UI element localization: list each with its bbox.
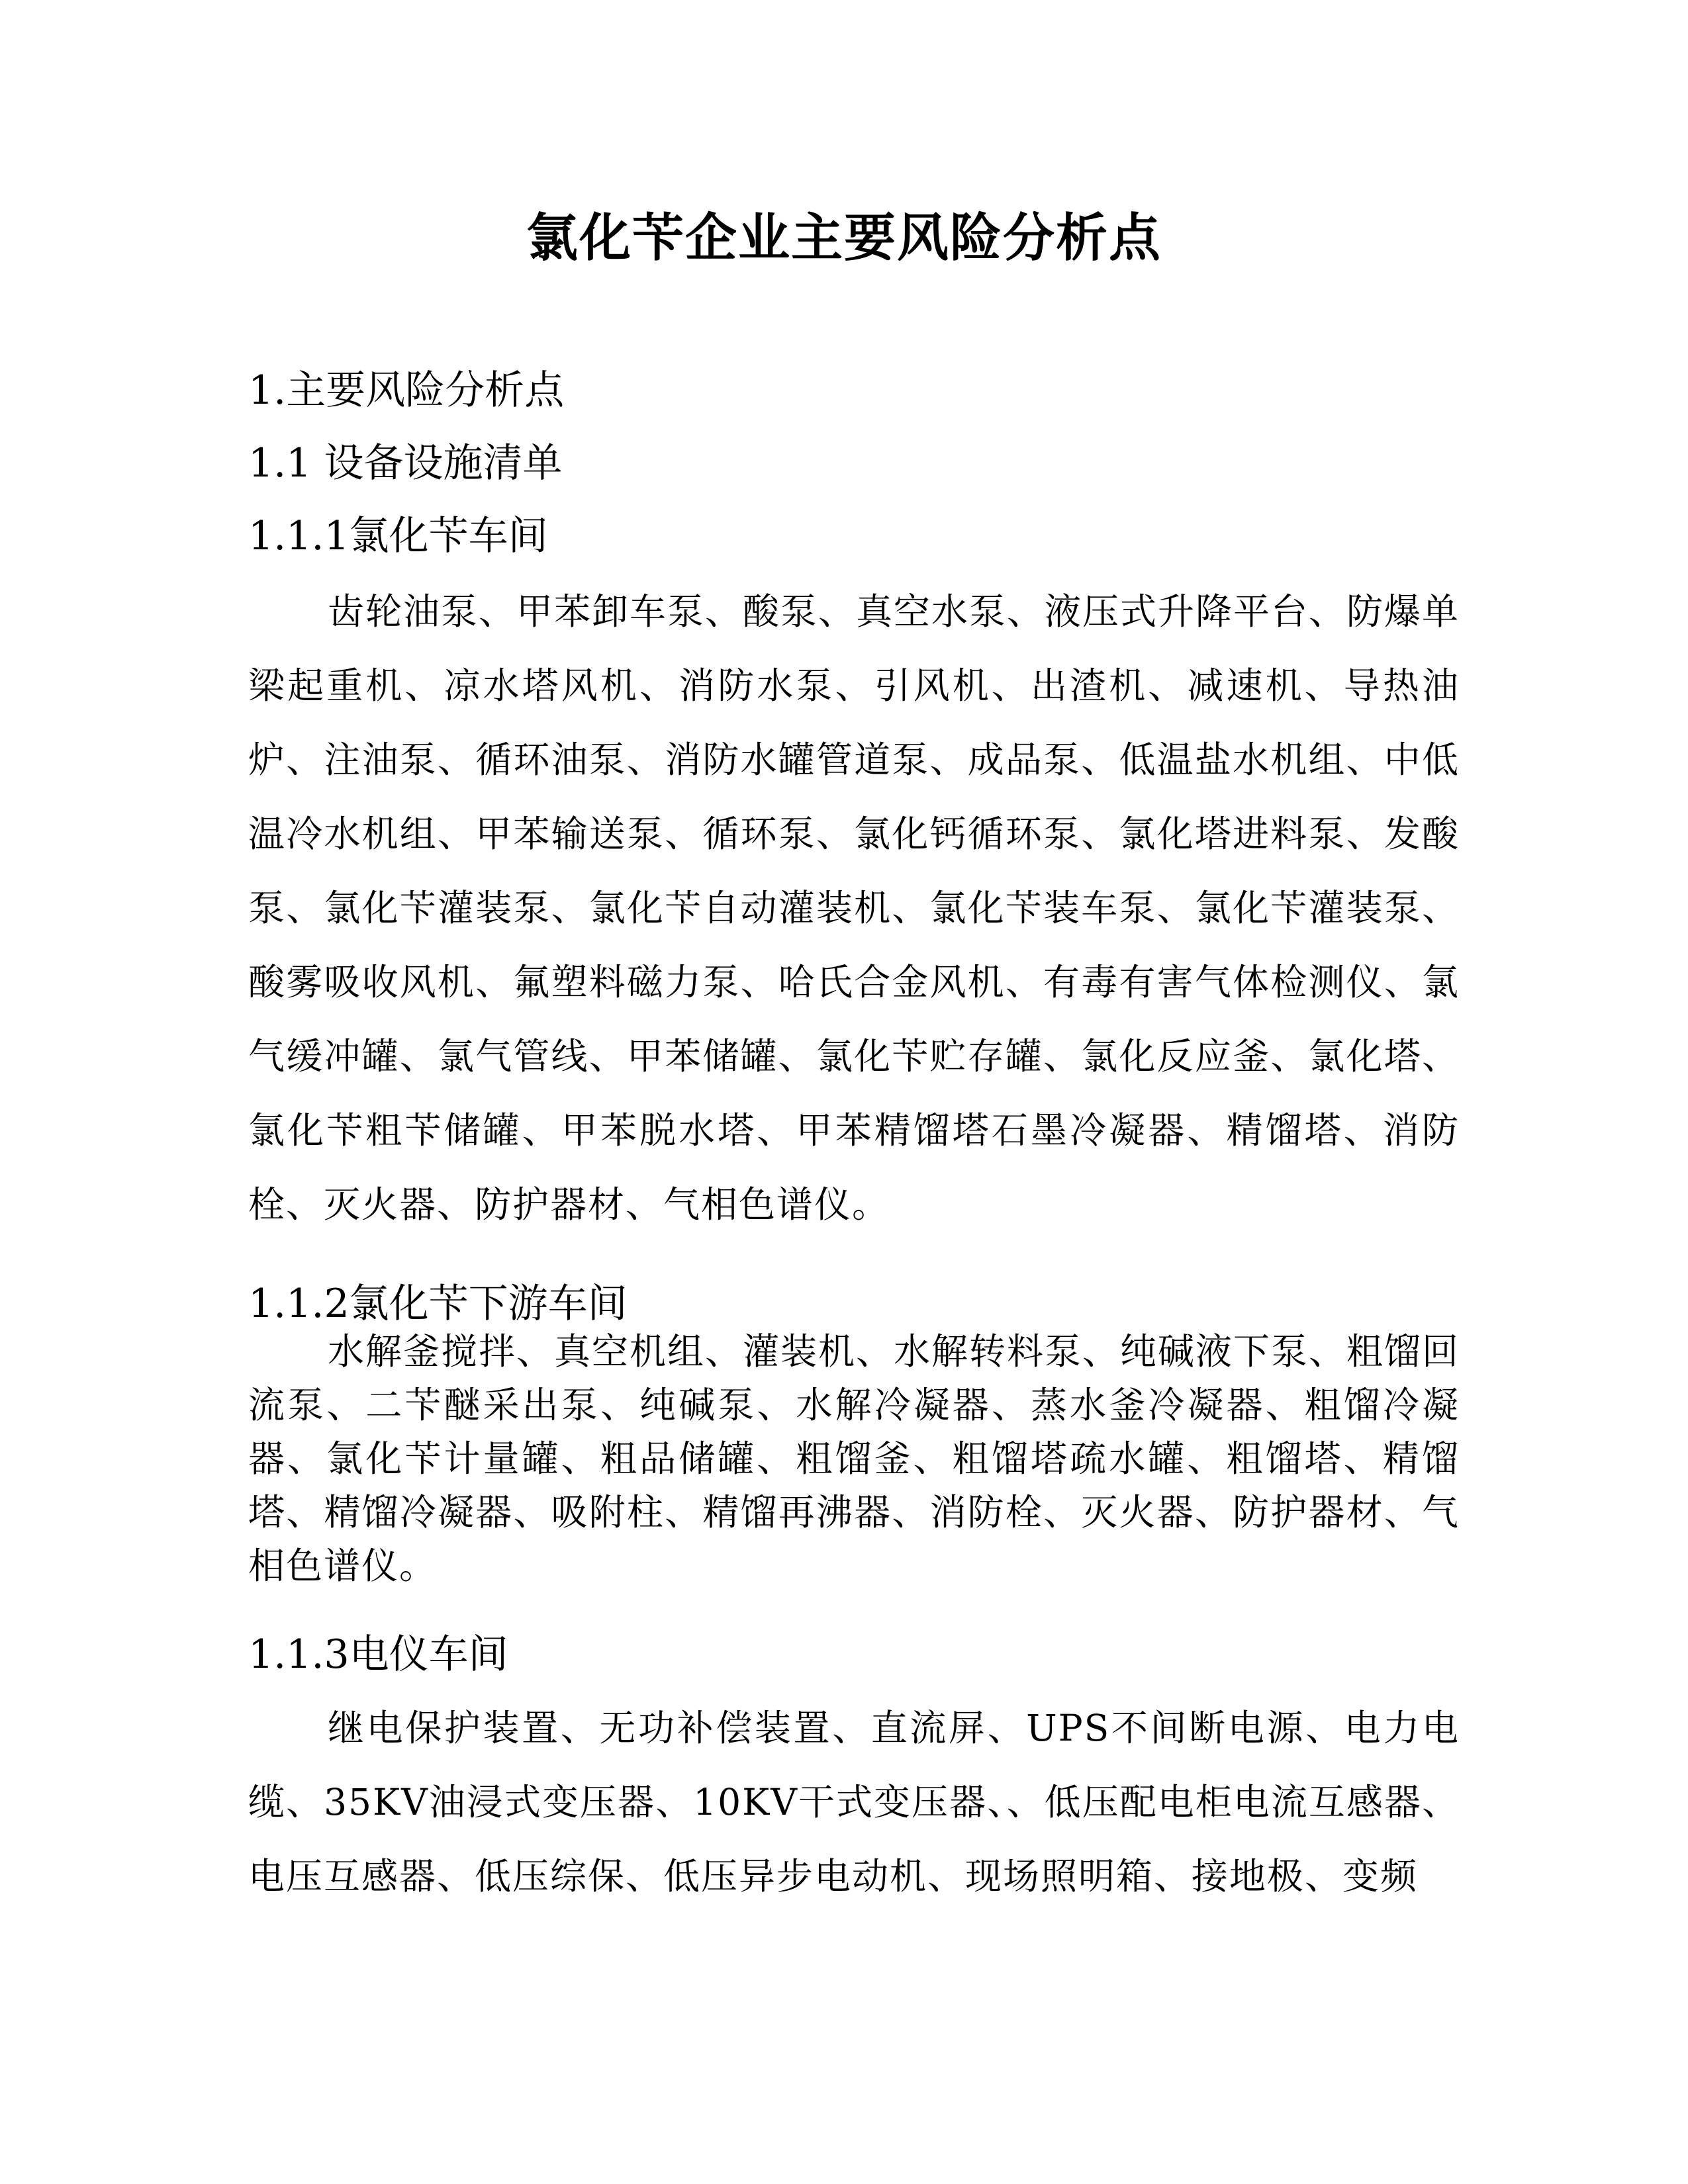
paragraph-chlorobenzyl-workshop-equipment: 齿轮油泵、甲苯卸车泵、酸泵、真空水泵、液压式升降平台、防爆单梁起重机、凉水塔风机、消防水泵、引风机、出渣机、减速机、导热油炉、注油泵、循环油泵、消防水罐管道泵、成品泵、低温盐水机组、中低温冷水机组、甲苯输送泵、循环泵、氯化钙循环泵、氯化塔进料泵、发酸泵、氯化苄灌装泵、氯化苄自动灌装机、氯化苄装车泵、氯化苄灌装泵、酸雾吸收风机、氟塑料磁力泵、哈氏合金风机、有毒有害气体检测仪、氯气缓冲罐、氯气管线、甲苯储罐、氯化苄贮存罐、氯化反应釜、氯化塔、氯化苄粗苄储罐、甲苯脱水塔、甲苯精馏塔石墨冷凝器、精馏塔、消防栓、灭火器、防护器材、气相色谱仪。	[248, 590, 1460, 1226]
section-heading-1: 1.主要风险分析点	[248, 367, 565, 414]
section-heading-1-1-2: 1.1.2氯化苄下游车间	[248, 1281, 628, 1327]
paragraph-electrical-workshop-equipment: 继电保护装置、无功补偿装置、直流屏、UPS不间断电源、电力电缆、35KV油浸式变压器、10KV干式变压器、、低压配电柜电流互感器、电压互感器、低压综保、低压异步电动机、现场照明箱、接地极、变频	[248, 1707, 1460, 1897]
section-heading-1-1-1: 1.1.1氯化苄车间	[248, 513, 548, 559]
section-heading-1-1: 1.1 设备设施清单	[248, 440, 563, 486]
document-title: 氯化苄企业主要风险分析点	[526, 208, 1162, 268]
section-heading-1-1-3: 1.1.3电仪车间	[248, 1631, 508, 1678]
paragraph-downstream-workshop-equipment: 水解釜搅拌、真空机组、灌装机、水解转料泵、纯碱液下泵、粗馏回流泵、二苄醚采出泵、纯碱泵、水解冷凝器、蒸水釜冷凝器、粗馏冷凝器、氯化苄计量罐、粗品储罐、粗馏釜、粗馏塔疏水罐、粗馏塔、精馏塔、精馏冷凝器、吸附柱、精馏再沸器、消防栓、灭火器、防护器材、气相色谱仪。	[248, 1330, 1460, 1587]
